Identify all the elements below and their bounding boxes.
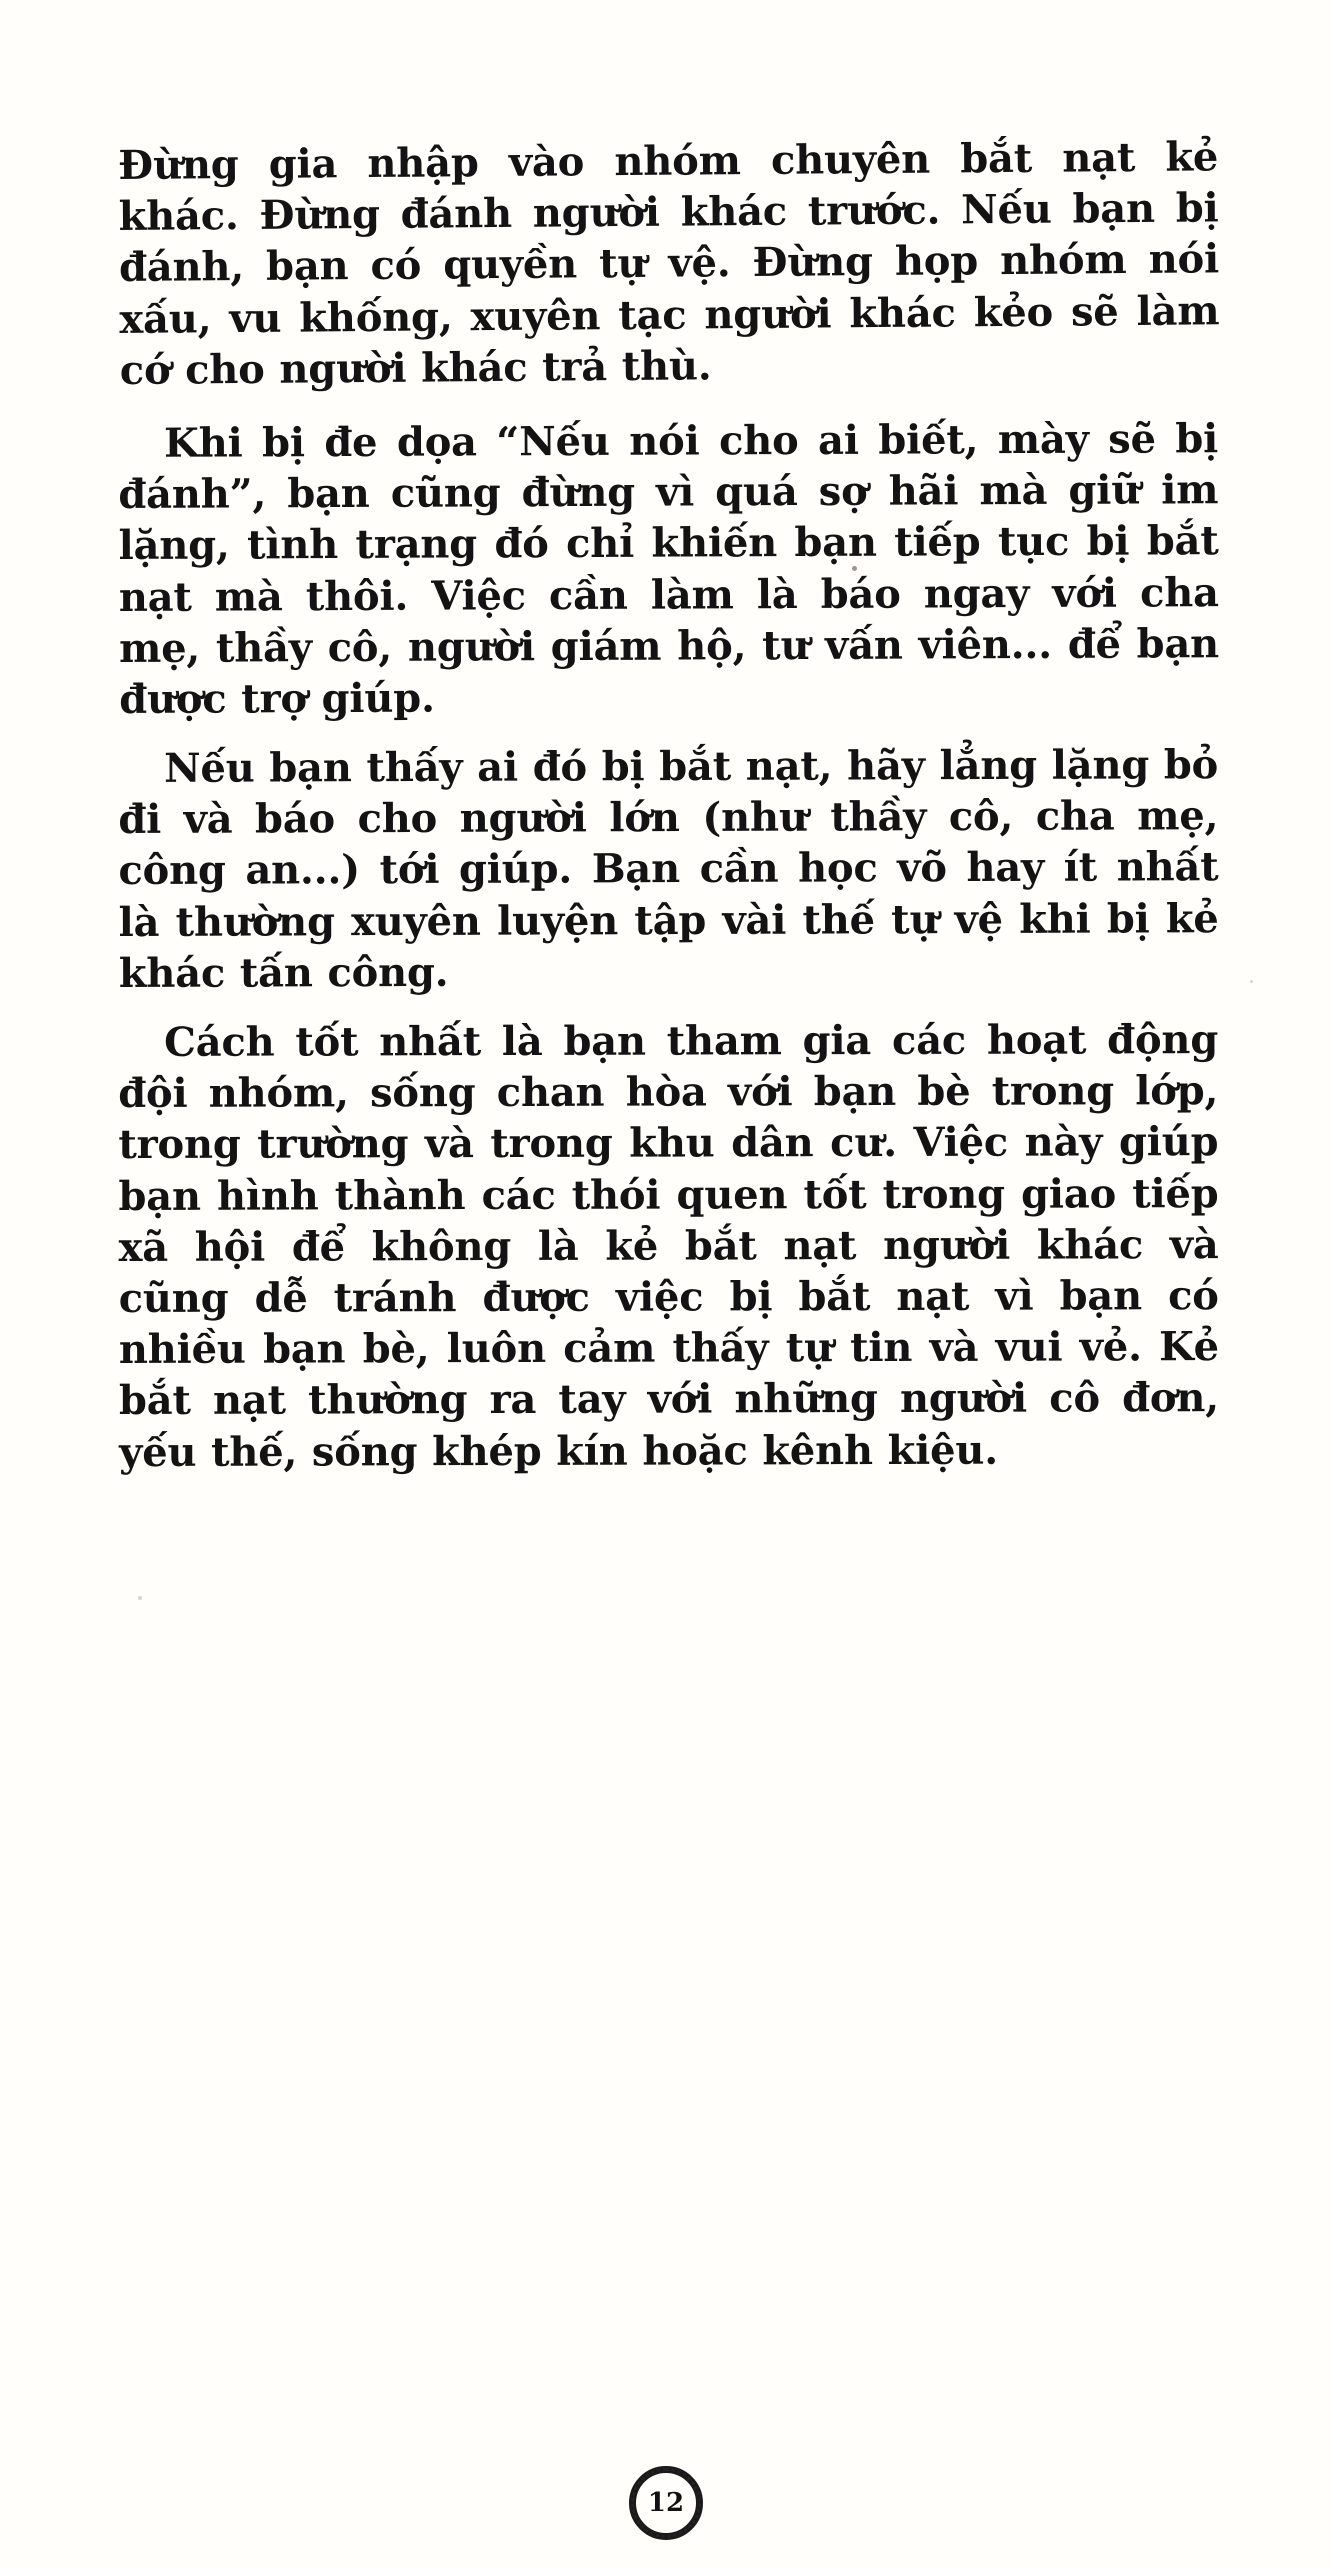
page-number-badge (629, 2466, 703, 2540)
paragraph-2: Khi bị đe dọa “Nếu nói cho ai biết, mày sẽ bị đánh”, bạn cũng đừng vì quá sợ hãi mà giữ im lặng, tình trạng đó chỉ khiến bạn tiếp tục bị bắt nạt mà thôi. Việc cần làm là báo ngay với cha mẹ, thầy cô, người giám hộ, tư vấn viên... để bạn được trợ giúp. (118, 415, 1220, 723)
scan-speck (1250, 980, 1253, 983)
paragraph-4: Cách tốt nhất là bạn tham gia các hoạt động đội nhóm, sống chan hòa với bạn bè trong lớp, trong trường và trong khu dân cư. Việc này giúp bạn hình thành các thói quen tốt trong giao tiếp xã hội để không là kẻ bắt nạt người khác và cũng dễ tránh được việc bị bắt nạt vì bạn có nhiều bạn bè, luôn cảm thấy tự tin và vui vẻ. Kẻ bắt nạt thường ra tay với những người cô đơn, yếu thế, sống khép kín hoặc kênh kiệu. (118, 1016, 1220, 1476)
paragraph-3: Nếu bạn thấy ai đó bị bắt nạt, hãy lẳng lặng bỏ đi và báo cho người lớn (như thầy cô, cha mẹ, công an...) tới giúp. Bạn cần học võ hay ít nhất là thường xuyên luyện tập vài thế tự vệ khi bị kẻ khác tấn công. (118, 741, 1219, 997)
page-body-text (118, 133, 1220, 1484)
page-number-label: 12 (647, 2488, 685, 2518)
page-footer (0, 2466, 1332, 2540)
scan-speck (138, 1596, 142, 1600)
paragraph-1: Đừng gia nhập vào nhóm chuyên bắt nạt kẻ khác. Đừng đánh người khác trước. Nếu bạn bị đánh, bạn có quyền tự vệ. Đừng họp nhóm nói xấu, vu khống, xuyên tạc người khác kẻo sẽ làm cớ cho người khác trả thù. (118, 133, 1220, 394)
